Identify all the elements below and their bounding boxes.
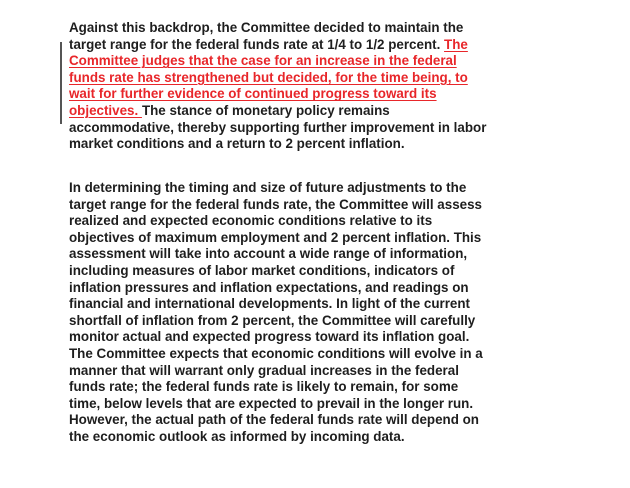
text-line: inflation pressures and inflation expectations, and readings on bbox=[69, 279, 469, 295]
text-line: time, below levels that are expected to prevail in the longer run. bbox=[69, 395, 474, 411]
text-line: the economic outlook as informed by incoming data. bbox=[69, 428, 405, 444]
body-text: accommodative, thereby supporting further improvement in labor bbox=[69, 119, 487, 135]
body-text: The stance of monetary policy remains bbox=[141, 102, 390, 118]
inserted-text: funds rate has strengthened but decided, for the time being, to bbox=[69, 69, 468, 85]
revision-change-bar bbox=[60, 42, 62, 124]
text-line: financial and international developments. In light of the current bbox=[69, 296, 471, 312]
text-line bbox=[69, 136, 599, 153]
text-line: assessment will take into account a wide range of information, bbox=[69, 246, 468, 262]
inserted-text: Committee judges that the case for an increase in the federal bbox=[69, 53, 457, 69]
text-line: funds rate; the federal funds rate is likely to remain, for some bbox=[69, 379, 459, 395]
body-text: target range for the federal funds rate at 1/4 to 1/2 percent. bbox=[69, 36, 445, 52]
text-line: The Committee expects that economic conditions will evolve in a bbox=[69, 345, 483, 361]
text-line bbox=[69, 70, 599, 87]
text-line: In determining the timing and size of future adjustments to the bbox=[69, 180, 467, 195]
text-line: However, the actual path of the federal funds rate will depend on bbox=[69, 412, 479, 428]
body-text: market conditions and a return to 2 percent inflation. bbox=[69, 136, 405, 152]
text-line: target range for the federal funds rate, the Committee will assess bbox=[69, 196, 482, 212]
paragraph-future-adjustments bbox=[69, 180, 599, 446]
body-text: Against this backdrop, the Committee decided to maintain the bbox=[69, 20, 464, 35]
text-line bbox=[69, 20, 599, 37]
text-line bbox=[69, 103, 599, 120]
inserted-text: objectives. bbox=[69, 102, 142, 118]
text-line: realized and expected economic conditions relative to its bbox=[69, 213, 433, 229]
paragraph-policy-decision bbox=[69, 20, 599, 153]
inserted-text: The bbox=[444, 36, 468, 52]
text-line bbox=[69, 86, 599, 103]
text-line: manner that will warrant only gradual increases in the federal bbox=[69, 362, 459, 378]
text-line: objectives of maximum employment and 2 percent inflation. This bbox=[69, 229, 482, 245]
text-line bbox=[69, 53, 599, 70]
text-line: shortfall of inflation from 2 percent, the Committee will carefully bbox=[69, 312, 476, 328]
text-line: monitor actual and expected progress toward its inflation goal. bbox=[69, 329, 470, 345]
text-line bbox=[69, 120, 599, 137]
inserted-text: wait for further evidence of continued progress toward its bbox=[69, 86, 437, 102]
text-line: including measures of labor market conditions, indicators of bbox=[69, 262, 455, 278]
text-line bbox=[69, 37, 599, 54]
